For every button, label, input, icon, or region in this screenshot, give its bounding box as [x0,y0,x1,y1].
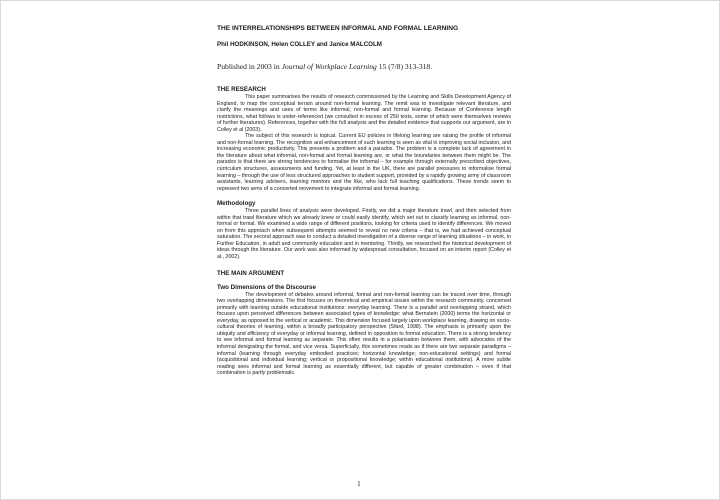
research-paragraph-1: This paper summarises the results of research commissioned by the Learning and Skills Development Agency of England, to map the conceptual terrain around non-formal learning. The remit was to investigate relevant literature, and clarify the meanings and uses of terms like informal, non-formal and formal learning. Because of Conference length restrictions, what follows is under-referenced (we consulted in excess of 250 texts, some of which were themselves reviews of further literatures). References, together with the full analysis and the detailed evidence that supports our argument, are in Colley et al (2003). [217,94,511,133]
methodology-paragraph: Three parallel lines of analysis were developed. Firstly, we did a major literature trawl, and then selected from within that trawl literature which we already knew or could easily identify, which set out to classify learning as informal, non-formal or formal. We examined a wide range of different positions, looking for criteria used to identify differences. We moved on from this approach when subsequent attempts seemed to reveal no new criteria – that is, we had achieved conceptual saturation. The second approach was to conduct a detailed investigation of a diverse range of learning situations – in work, in Further Education, in adult and community education and in mentoring. Thirdly, we researched the historical development of ideas through the literature. Our work was also informed by widespread consultation, focused on an interim report (Colley et al., 2002). [217,208,511,261]
paper-authors: Phil HODKINSON, Helen COLLEY and Janice MALCOLM [217,41,382,48]
paper-title: THE INTERRELATIONSHIPS BETWEEN INFORMAL AND FORMAL LEARNING [217,25,459,32]
subsection-heading-dimensions: Two Dimensions of the Discourse [217,283,316,291]
paper-page [217,25,511,377]
research-paragraph-2: The subject of this research is topical. Current EU policies in lifelong learning are raising the profile of informal and non-formal learning. The recognition and enhancement of such learning is seen as vital in improving social inclusion, and increasing economic productivity. This presents a problem and a paradox. The problem is a complete lack of agreement in the literature about what informal, non-formal and formal learning are, or what the boundaries between them might be. The paradox is that there are strong tendencies to formalise the informal – for example through externally prescribed objectives, curriculum structures, assessments and funding. Yet, at least in the UK, there are parallel pressures to informalise formal learning – through the use of less structured approaches to student support, provided by a rapidly growing army of classroom assistants, learning advisers, learning mentors and the like, who lack full teaching qualifications. These trends seem to represent two arms of a concerted movement to integrate informal and formal learning. [217,133,511,192]
section-heading-research: THE RESEARCH [217,86,266,93]
dimensions-paragraph: The development of debates around informal, formal and non-formal learning can be traced over time, through two overlapping dimensions. The first focuses on theoretical and empirical issues within the research community, concerned primarily with learning outside educational institutions: everyday learning. There is a parallel and overlapping strand, which focuses upon perceived differences between associated types of knowledge: what Bernstein (2000) terms the horizontal or everyday, as opposed to the vertical or academic. This dimension focused largely upon workplace learning, drawing on socio-cultural theories of learning, within a broadly participatory perspective (Sfard, 1998). The emphasis is primarily upon the ubiquity and efficiency of everyday or informal learning, defined in opposition to formal education. There is a strong tendency to see informal and formal learning as separate. This often results in a polarisation between them, with advocates of the informal denigrating the formal, and vice versa. Superficially, this sometimes reads as if there are two separate paradigms – informal (learning through everyday embodied practices; horizontal knowledge; non-educational settings) and formal (acquisitional and individual learning; vertical or propositional knowledge; within educational institutions). A more subtle reading sees informal and formal learning as essentially different, but capable of greater combination – even if that combination is partly problematic. [217,291,511,377]
publication-line [217,62,511,71]
page-number: 1 [357,479,361,488]
journal-name: Journal of Workplace Learning [281,62,377,71]
section-heading-main-argument: THE MAIN ARGUMENT [217,269,285,277]
section-heading-methodology: Methodology [217,200,256,208]
publication-suffix: 15 (7/8) 313-318. [378,62,433,71]
publication-prefix: Published in 2003 in [217,62,280,71]
